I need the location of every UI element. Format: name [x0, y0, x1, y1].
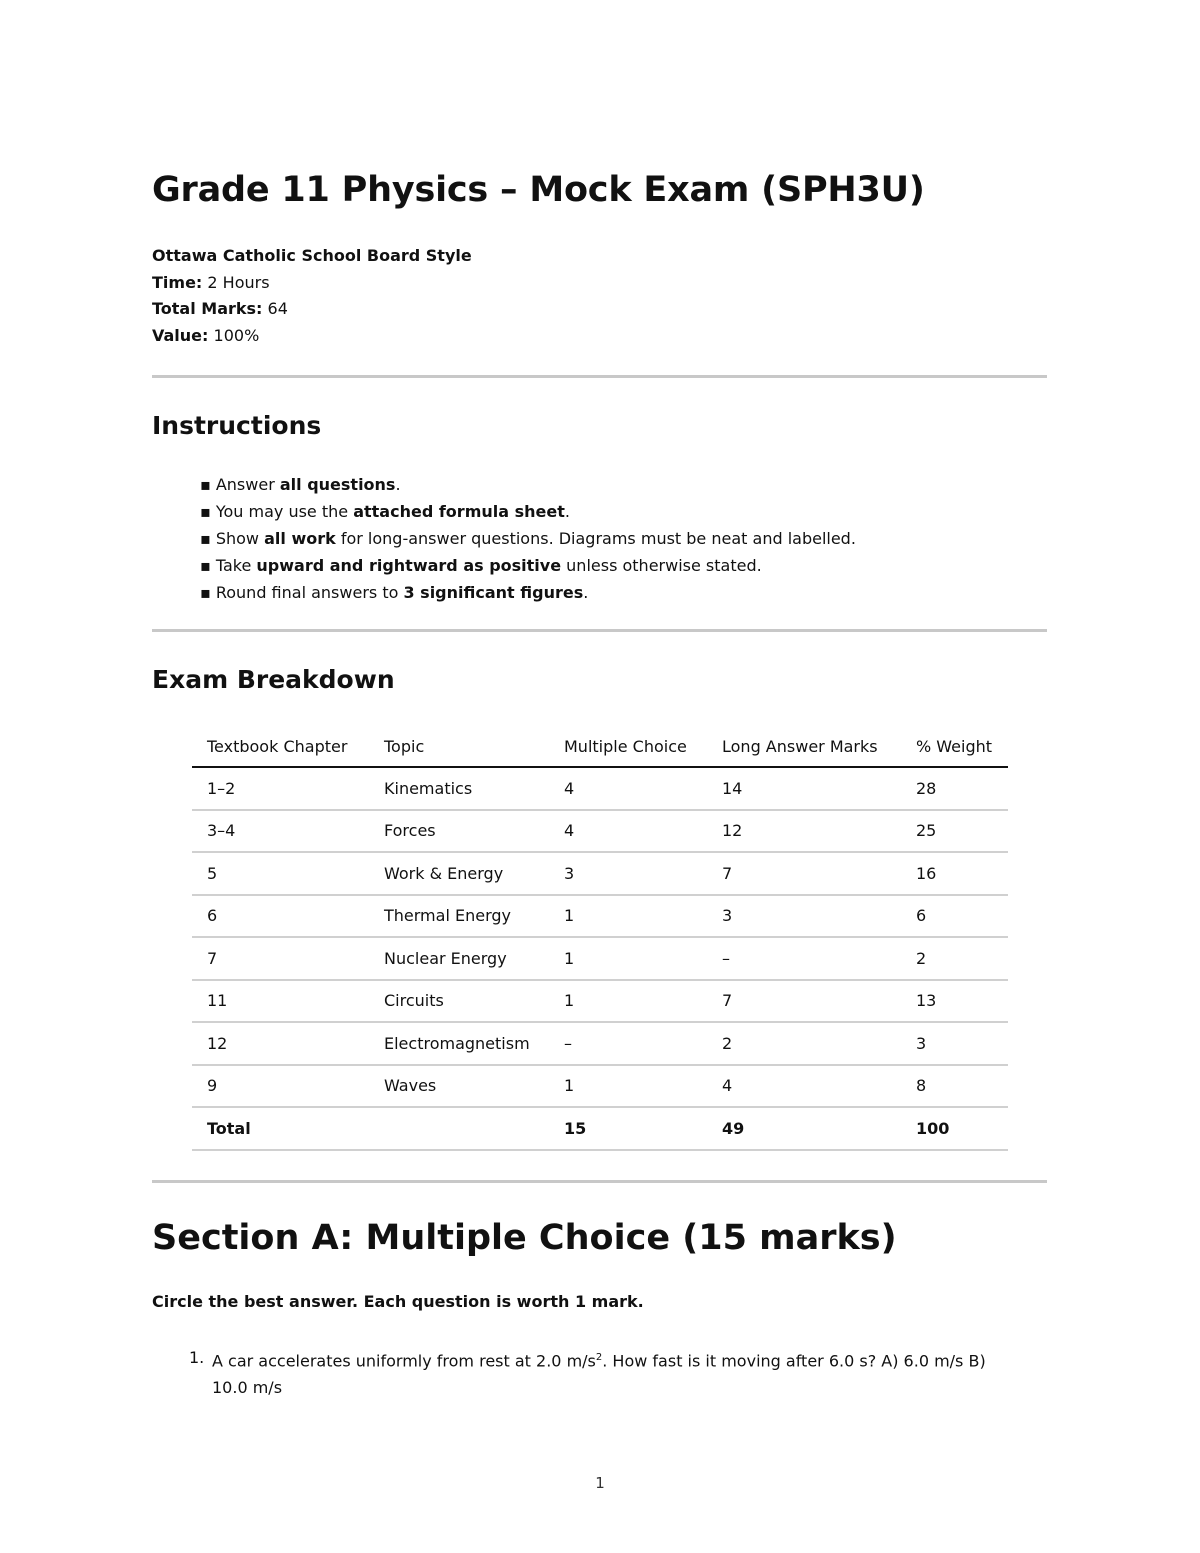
bullet-icon: ▪ [200, 583, 211, 602]
cell-chapter: 1–2 [192, 767, 369, 810]
total-marks-line [152, 296, 472, 323]
instructions-heading: Instructions [152, 411, 322, 440]
cell-chapter: 6 [192, 895, 369, 938]
cell-long-answer: 4 [707, 1065, 901, 1108]
bullet-icon: ▪ [200, 556, 211, 575]
cell-weight: 2 [901, 937, 1008, 980]
cell-chapter: 3–4 [192, 810, 369, 853]
time-label: Time: [152, 272, 203, 292]
cell-multiple-choice: 1 [549, 980, 707, 1023]
cell-weight: 28 [901, 767, 1008, 810]
question-text-end: . How fast is it moving after 6.0 s? A) 6.0 m/s B) 10.0 m/s [212, 1351, 986, 1397]
cell-multiple-choice: 3 [549, 852, 707, 895]
instruction-text: . [583, 583, 589, 602]
cell-topic: Nuclear Energy [369, 937, 549, 980]
total-long-answer: 49 [707, 1107, 901, 1150]
page-title: Grade 11 Physics – Mock Exam (SPH3U) [152, 170, 925, 210]
cell-multiple-choice: 1 [549, 937, 707, 980]
cell-weight: 3 [901, 1022, 1008, 1065]
table-row [192, 1022, 1008, 1065]
cell-multiple-choice: – [549, 1022, 707, 1065]
cell-topic: Circuits [369, 980, 549, 1023]
cell-topic: Kinematics [369, 767, 549, 810]
column-header: Long Answer Marks [707, 726, 901, 767]
section-a-heading: Section A: Multiple Choice (15 marks) [152, 1218, 897, 1258]
instruction-emphasis: all work [264, 529, 336, 548]
table-row [192, 767, 1008, 810]
school-board: Ottawa Catholic School Board Style [152, 246, 472, 265]
cell-topic: Forces [369, 810, 549, 853]
list-item [200, 552, 856, 579]
question-text-start: A car accelerates uniformly from rest at 2.0 m/s [212, 1351, 596, 1371]
instruction-text: Show [215, 529, 265, 548]
instruction-emphasis: upward and rightward as positive [256, 556, 562, 575]
exam-breakdown-table [192, 726, 1008, 1151]
instruction-text: unless otherwise stated. [561, 556, 762, 575]
table-header-row [192, 726, 1008, 767]
cell-long-answer: 7 [707, 852, 901, 895]
column-header: Topic [369, 726, 549, 767]
list-item [200, 579, 856, 606]
bullet-icon: ▪ [200, 475, 211, 494]
bullet-icon: ▪ [200, 502, 211, 521]
instruction-text: Answer [215, 475, 280, 494]
question-text [212, 1345, 989, 1401]
cell-long-answer: 3 [707, 895, 901, 938]
total-weight: 100 [901, 1107, 1008, 1150]
page-number: 1 [595, 1474, 605, 1492]
cell-long-answer: 2 [707, 1022, 901, 1065]
instruction-emphasis: all questions [279, 475, 396, 494]
total-marks-value: 64 [262, 299, 288, 318]
instructions-list [200, 471, 856, 606]
instruction-text: Round final answers to [215, 583, 404, 602]
cell-multiple-choice: 4 [549, 810, 707, 853]
cell-long-answer: 12 [707, 810, 901, 853]
cell-weight: 13 [901, 980, 1008, 1023]
list-item [200, 471, 856, 498]
table-row [192, 1065, 1008, 1108]
cell-topic: Electromagnetism [369, 1022, 549, 1065]
cell-chapter: 11 [192, 980, 369, 1023]
divider [152, 375, 1047, 378]
instruction-text: Take [215, 556, 257, 575]
table-total-row [192, 1107, 1008, 1150]
cell-chapter: 9 [192, 1065, 369, 1108]
cell-multiple-choice: 1 [549, 1065, 707, 1108]
superscript: 2 [595, 1352, 603, 1363]
exam-meta [152, 243, 472, 349]
table-row [192, 937, 1008, 980]
list-item [200, 525, 856, 552]
instruction-text: for long-answer questions. Diagrams must be neat and labelled. [335, 529, 856, 548]
cell-multiple-choice: 4 [549, 767, 707, 810]
cell-long-answer: – [707, 937, 901, 980]
question-number: 1. [189, 1348, 205, 1367]
cell-weight: 16 [901, 852, 1008, 895]
column-header: Multiple Choice [549, 726, 707, 767]
breakdown-heading: Exam Breakdown [152, 665, 395, 694]
instruction-emphasis: attached formula sheet [353, 502, 565, 521]
table-row [192, 810, 1008, 853]
question-item [189, 1345, 989, 1401]
table-row [192, 980, 1008, 1023]
cell-topic: Thermal Energy [369, 895, 549, 938]
total-label: Total [192, 1107, 369, 1150]
cell-topic: Waves [369, 1065, 549, 1108]
cell-chapter: 5 [192, 852, 369, 895]
cell-chapter: 7 [192, 937, 369, 980]
table-row [192, 852, 1008, 895]
divider [152, 629, 1047, 632]
cell-weight: 8 [901, 1065, 1008, 1108]
cell-long-answer: 7 [707, 980, 901, 1023]
cell-weight: 6 [901, 895, 1008, 938]
table-row [192, 895, 1008, 938]
section-a-instruction: Circle the best answer. Each question is worth 1 mark. [152, 1292, 644, 1311]
bullet-icon: ▪ [200, 529, 211, 548]
value-value: 100% [208, 325, 260, 345]
instruction-text: . [564, 502, 570, 521]
cell-topic: Work & Energy [369, 852, 549, 895]
cell-long-answer: 14 [707, 767, 901, 810]
total-marks-label: Total Marks: [152, 299, 263, 318]
instruction-text: You may use the [215, 502, 354, 521]
total-topic [369, 1107, 549, 1150]
list-item [200, 498, 856, 525]
divider [152, 1180, 1047, 1183]
instruction-text: . [395, 475, 401, 494]
instruction-emphasis: 3 significant figures [403, 583, 584, 602]
column-header: % Weight [901, 726, 1008, 767]
cell-chapter: 12 [192, 1022, 369, 1065]
value-label: Value: [152, 325, 209, 345]
cell-weight: 25 [901, 810, 1008, 853]
time-value: 2 Hours [202, 272, 270, 292]
column-header: Textbook Chapter [192, 726, 369, 767]
time-line [152, 270, 472, 297]
total-multiple-choice: 15 [549, 1107, 707, 1150]
value-line [152, 323, 472, 350]
cell-multiple-choice: 1 [549, 895, 707, 938]
